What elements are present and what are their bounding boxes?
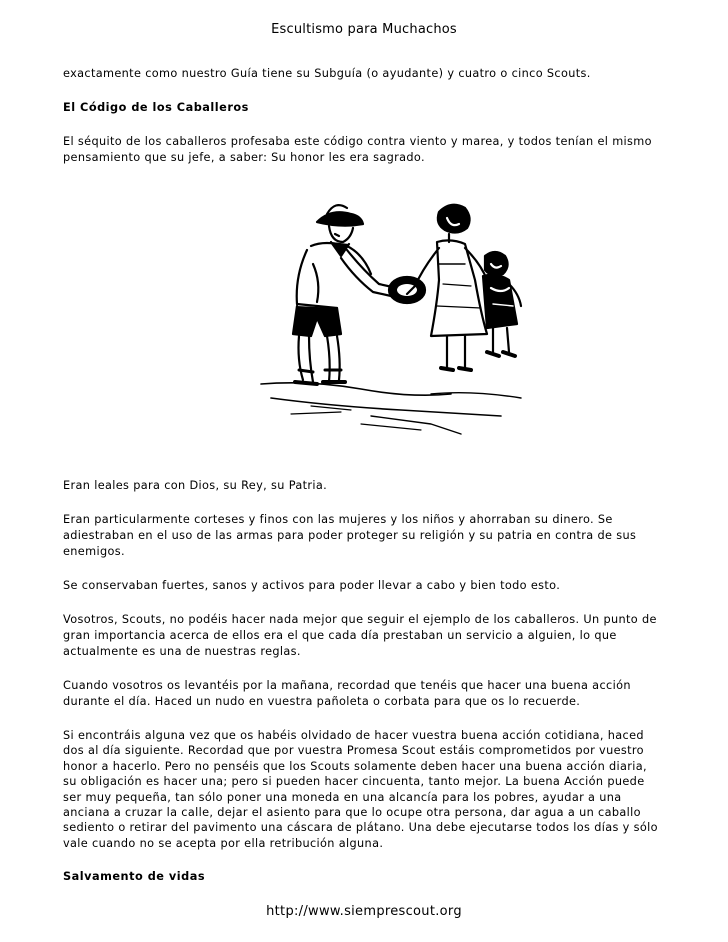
paragraph-3: Eran leales para con Dios, su Rey, su Patria. — [63, 479, 328, 492]
footer-url-link[interactable]: http://www.siemprescout.org — [266, 904, 462, 919]
section-heading-saving-lives: Salvamento de vidas — [63, 870, 206, 884]
paragraph-5: Se conservaban fuertes, sanos y activos para poder llevar a cabo y bien todo esto. — [63, 579, 561, 592]
paragraph-8: Si encontráis alguna vez que os habéis olvidado de hacer vuestra buena acción cotidiana, haced dos al día siguiente. Recordad que por vuestra Promesa Scout estáis comprometidos por vuestro honor a hacerlo. Pero no penséis que los Scouts solamente deben hacer una buena acción diaria, su obligación es hacer una; pero si pueden hacer cincuenta, tanto mejor. La buena Acción puede ser muy pequeña, tan sólo poner una moneda en una alcancía para los pobres, ayudar a una anciana a cruzar la calle, dejar el asiento para que lo ocupe otra persona, dar agua a un caballo sediento o retirar del pavimento una cáscara de plátano. Una debe ejecutarse todos los días y sólo vale cuando no se acepta por ella retribución alguna. — [63, 729, 658, 850]
section-heading-knights-code: El Código de los Caballeros — [63, 101, 249, 114]
paragraph-4: Eran particularmente corteses y finos con las mujeres y los niños y ahorraban su dinero. Se adiestraban en el uso de las armas para poder proteger su religión y su patria en contra de sus enemigos. — [63, 513, 637, 558]
document-body — [63, 66, 663, 903]
paragraph-7: Cuando vosotros os levantéis por la mañana, recordad que tenéis que hacer una buena acción durante el día. Haced un nudo en vuestra pañoleta o corbata para que os lo recuerde. — [63, 679, 631, 708]
paragraph-1: exactamente como nuestro Guía tiene su Subguía (o ayudante) y cuatro o cinco Scouts. — [63, 67, 591, 80]
scout-with-children-illustration — [251, 184, 551, 440]
page-header: Escultismo para Muchachos — [271, 22, 457, 37]
paragraph-2: El séquito de los caballeros profesaba este código contra viento y marea, y todos tenían el mismo pensamiento que su jefe, a saber: Su honor les era sagrado. — [63, 135, 652, 164]
paragraph-6: Vosotros, Scouts, no podéis hacer nada mejor que seguir el ejemplo de los caballeros. Un punto de gran importancia acerca de ellos era el que cada día prestaban un servicio a alguien, lo que actualmente es una de nuestras reglas. — [63, 613, 657, 658]
